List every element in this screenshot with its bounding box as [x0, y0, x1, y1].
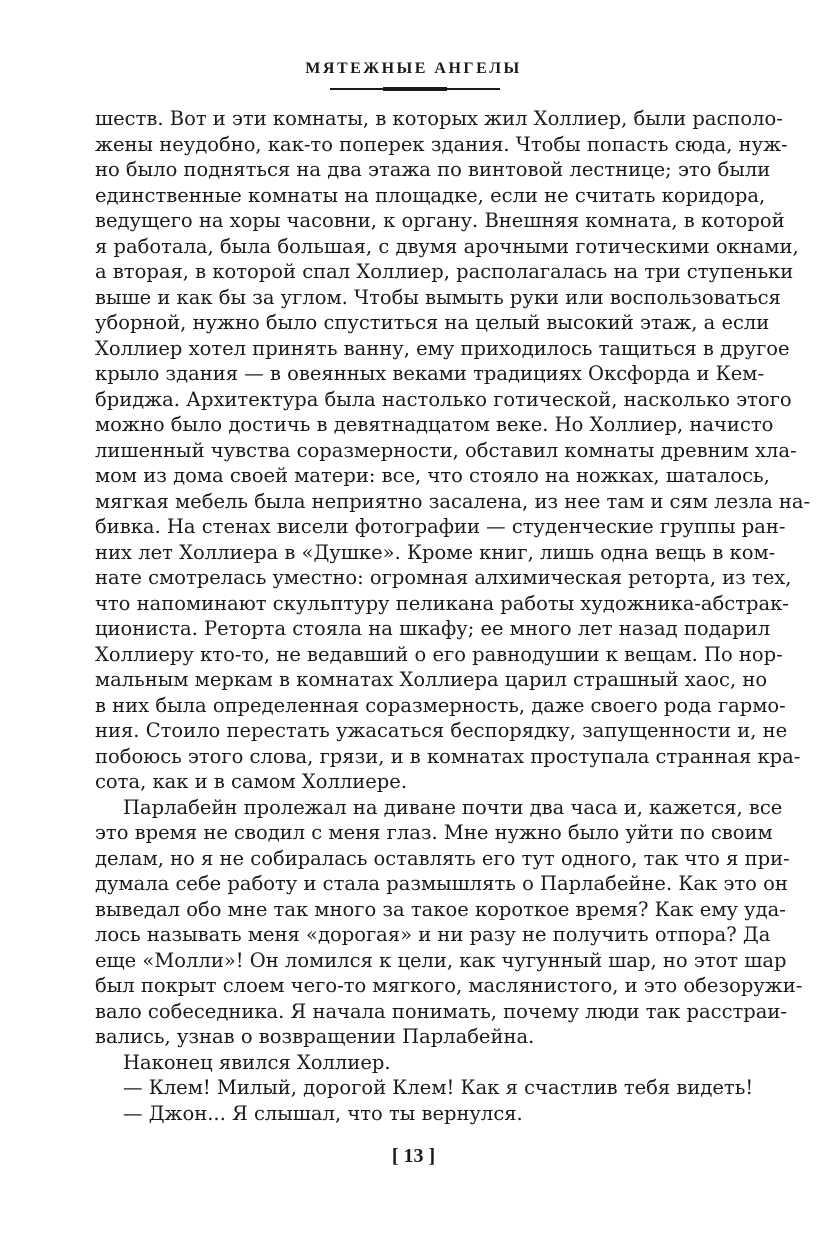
text-line: это время не сводил с меня глаз. Мне нужно было уйти по своим [95, 821, 773, 844]
text-line: я работала, была большая, с двумя арочными готическими окнами, [95, 234, 799, 258]
text-line: но было подняться на два этажа по винтовой лестнице; это были [95, 158, 771, 181]
text-line: а вторая, в которой спал Холлиер, располагалась на три ступеньки [95, 260, 794, 283]
text-line: жены неудобно, как-то поперек здания. Чтобы попасть сюда, нуж- [95, 132, 788, 156]
text-line: Наконец явился Холлиер. [123, 1050, 391, 1074]
text-line: бивка. На стенах висели фотографии — студенческие группы ран- [95, 515, 786, 538]
paragraph [95, 1075, 754, 1101]
running-head: МЯТЕЖНЫЕ АНГЕЛЫ [305, 60, 522, 77]
running-head-rule-center [383, 87, 447, 91]
text-line: сота, как и в самом Холлиере. [95, 770, 408, 793]
text-line: ведущего на хоры часовни, к органу. Внешняя комната, в которой [95, 209, 785, 232]
text-line: мальным меркам в комнатах Холлиера царил страшный хаос, но [95, 668, 768, 691]
text-line: ния. Стоило перестать ужасаться беспорядку, запущенности и, не [95, 719, 788, 742]
text-line: крыло здания — в овеянных веками традициях Оксфорда и Кем- [95, 362, 765, 385]
text-line: мягкая мебель была неприятно засалена, из нее там и сям лезла на- [95, 489, 811, 513]
text-line: вались, узнав о возвращении Парлабейна. [95, 1025, 535, 1048]
text-line: выведал обо мне так много за такое короткое время? Как ему уда- [95, 897, 786, 921]
text-line: циониста. Реторта стояла на шкафу; ее много лет назад подарил [95, 617, 771, 640]
paragraph [95, 1050, 729, 1076]
text-line: можно было достичь в девятнадцатом веке. Но Холлиер, начисто [95, 413, 774, 436]
paragraph [95, 795, 803, 1050]
text-line: мом из дома своей матери: все, что стояло на ножках, шаталось, [95, 464, 770, 487]
text-line: — Джон... Я слышал, что ты вернулся. [123, 1101, 523, 1125]
text-line: уборной, нужно было спуститься на целый высокий этаж, а если [95, 311, 770, 334]
text-line: Холлиер хотел принять ванну, ему приходилось тащиться в другое [95, 336, 790, 360]
text-line: бриджа. Архитектура была настолько готической, насколько этого [95, 387, 792, 411]
text-line: побоюсь этого слова, грязи, и в комнатах проступала странная кра- [95, 744, 801, 768]
text-line: них лет Холлиера в «Душке». Кроме книг, лишь одна вещь в ком- [95, 540, 776, 564]
paragraph [95, 1101, 729, 1127]
paragraph [95, 106, 811, 795]
text-line: что напоминают скульптуру пеликана работы художника-абстрак- [95, 591, 789, 615]
text-line: лишенный чувства соразмерности, обставил комнаты древним хла- [95, 438, 797, 462]
text-line: Холлиеру кто-то, не ведавший о его равнодушии к вещам. По нор- [95, 642, 783, 666]
body-text [95, 106, 811, 1126]
text-line: вало собеседника. Я начала понимать, почему люди так расстраи- [95, 999, 787, 1023]
text-line: думала себе работу и стала размышлять о Парлабейне. Как это он [95, 872, 788, 895]
text-line: нате смотрелась уместно: огромная алхимическая реторта, из тех, [95, 566, 792, 589]
text-line: единственные комнаты на площадке, если не считать коридора, [95, 183, 766, 207]
text-line: еще «Молли»! Он ломился к цели, как чугунный шар, но этот шар [95, 948, 787, 972]
text-line: был покрыт слоем чего-то мягкого, маслянистого, и это обезоружи- [95, 974, 803, 997]
text-line: лось называть меня «дорогая» и ни разу не получить отпора? Да [95, 923, 771, 946]
text-line: выше и как бы за углом. Чтобы вымыть руки или воспользоваться [95, 285, 781, 309]
page-number: [ 13 ] [391, 1145, 436, 1167]
text-line: в них была определенная соразмерность, даже своего рода гармо- [95, 693, 786, 717]
text-line: — Клем! Милый, дорогой Клем! Как я счастлив тебя видеть! [123, 1076, 754, 1099]
text-line: Парлабейн пролежал на диване почти два часа и, кажется, все [123, 795, 783, 819]
text-line: делам, но я не собиралась оставлять его тут одного, так что я при- [95, 846, 790, 870]
text-line: шеств. Вот и эти комнаты, в которых жил Холлиер, были располо- [95, 107, 783, 130]
